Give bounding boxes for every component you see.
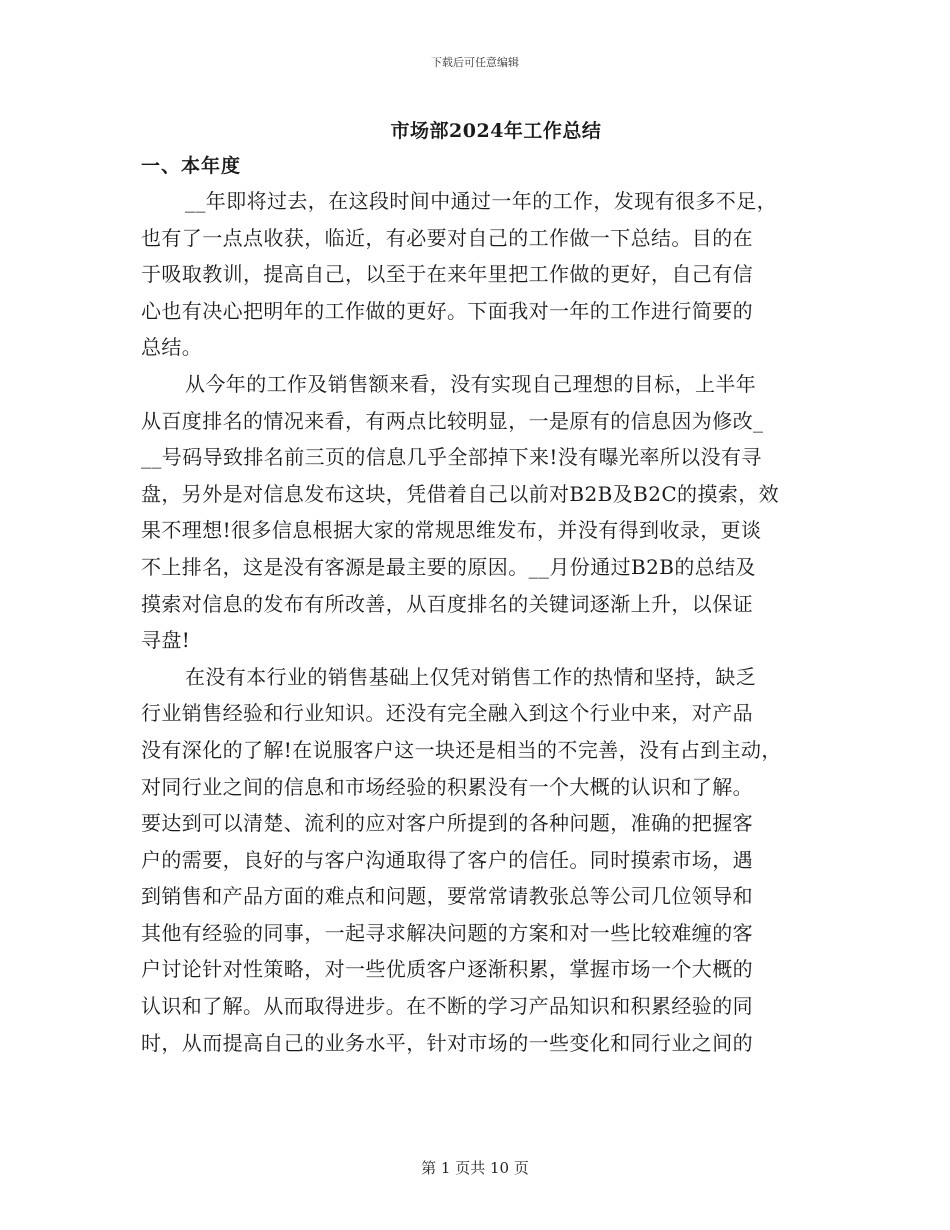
text-line: 没有深化的了解!在说服客户这一块还是相当的不完善，没有占到主动， — [141, 737, 782, 762]
document-title: 市场部2024年工作总结 — [390, 120, 602, 142]
text-line: 要达到可以清楚、流利的应对客户所提到的各种问题，准确的把握客 — [141, 811, 753, 836]
text-line: 时，从而提高自己的业务水平，针对市场的一些变化和同行业之间的 — [141, 1030, 753, 1055]
text-line: 于吸取教训，提高自己，以至于在来年里把工作做的更好，自己有信 — [141, 262, 753, 287]
text-line: 从百度排名的情况来看，有两点比较明显，一是原有的信息因为修改_ — [141, 408, 764, 433]
text-line: 总结。 — [141, 335, 203, 360]
text-line: 不上排名，这是没有客源是最主要的原因。__月份通过B2B的总结及 — [141, 554, 756, 579]
text-line: 果不理想!很多信息根据大家的常规思维发布，并没有得到收录，更谈 — [141, 518, 762, 543]
text-line: 户的需要，良好的与客户沟通取得了客户的信任。同时摸索市场，遇 — [141, 847, 753, 872]
text-line: 对同行业之间的信息和市场经验的积累没有一个大概的认识和了解。 — [141, 774, 753, 799]
text-line: 到销售和产品方面的难点和问题，要常常请教张总等公司几位领导和 — [141, 884, 753, 909]
text-line: __年即将过去，在这段时间中通过一年的工作，发现有很多不足， — [185, 189, 777, 213]
text-line: 也有了一点点收获，临近，有必要对自己的工作做一下总结。目的在 — [141, 225, 753, 250]
text-line: 心也有决心把明年的工作做的更好。下面我对一年的工作进行简要的 — [141, 298, 753, 323]
page-footer: 第 1 页共 10 页 — [421, 1159, 529, 1177]
text-line: 从今年的工作及销售额来看，没有实现自己理想的目标，上半年 — [185, 371, 757, 396]
text-line: 盘，另外是对信息发布这块，凭借着自己以前对B2B及B2C的摸索，效 — [141, 481, 780, 506]
text-line: 行业销售经验和行业知识。还没有完全融入到这个行业中来，对产品 — [141, 701, 753, 726]
text-line: 认识和了解。从而取得进步。在不断的学习产品知识和积累经验的同 — [141, 994, 753, 1019]
text-line: __号码导致排名前三页的信息几乎全部掉下来!没有曝光率所以没有寻 — [141, 445, 762, 470]
header-note: 下载后可任意编辑 — [431, 56, 519, 69]
text-line: 户讨论针对性策略，对一些优质客户逐渐积累，掌握市场一个大概的 — [141, 957, 753, 982]
text-line: 在没有本行业的销售基础上仅凭对销售工作的热情和坚持，缺乏 — [185, 664, 757, 689]
text-line: 摸索对信息的发布有所改善，从百度排名的关键词逐渐上升，以保证 — [141, 591, 753, 616]
section-heading: 一、本年度 — [141, 155, 242, 177]
text-line: 其他有经验的同事，一起寻求解决问题的方案和对一些比较难缠的客 — [141, 920, 753, 945]
text-line: 寻盘! — [141, 628, 191, 653]
body-text — [141, 183, 821, 1061]
